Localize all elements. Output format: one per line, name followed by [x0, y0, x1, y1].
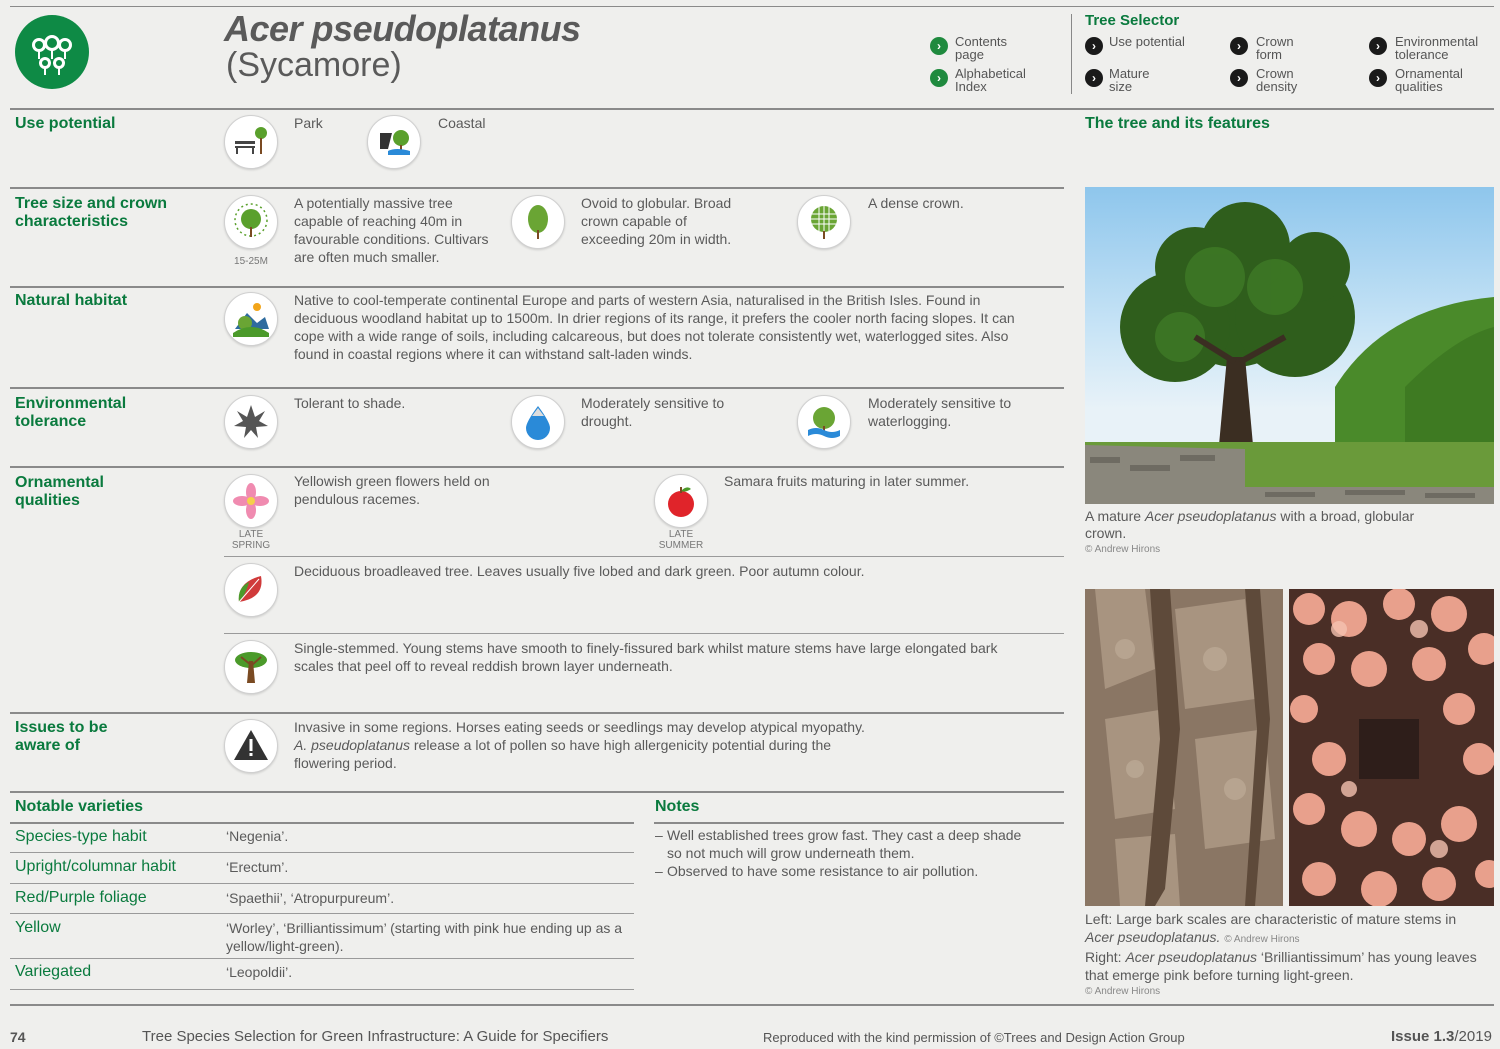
issue-number: Issue 1.3/2019: [1391, 1028, 1492, 1045]
coastal-icon: [367, 115, 421, 169]
permission-text: Reproduced with the kind permission of ©Trees and Design Action Group: [763, 1030, 1185, 1045]
section-rule: [10, 466, 1064, 468]
habitat-text: Native to cool-temperate continental Europe and parts of western Asia, naturalised in the British Isles. Found in deciduous woodland habitat up to 1500m. In drier regions of its range, it prefers the cooler north facing slopes. It can cope with a wide range of soils, including calcareous, but does not tolerate consistently wet, waterlogged sites. Also found in coastal regions where it can withstand salt-laden winds.: [294, 292, 1015, 362]
variety-divider: [10, 852, 634, 853]
guide-title: Tree Species Selection for Green Infrastructure: A Guide for Specifiers: [142, 1028, 609, 1045]
crown-density-link-icon[interactable]: ›: [1230, 69, 1248, 87]
crown-form-link-icon[interactable]: ›: [1230, 37, 1248, 55]
variety-label: Variegated: [15, 963, 92, 980]
leaves-text: Deciduous broadleaved tree. Leaves usually five lobed and dark green. Poor autumn colour.: [294, 563, 865, 579]
tree-size-heading: Tree size and crown characteristics: [15, 195, 168, 230]
logo-icon: [15, 15, 89, 89]
habitat-landscape-icon: [224, 292, 278, 346]
environmental-tolerance-link-icon[interactable]: ›: [1369, 37, 1387, 55]
photo-credit: © Andrew Hirons: [1085, 986, 1161, 997]
variety-value: ‘Erectum’.: [226, 859, 289, 875]
tree-size-icon: [224, 195, 278, 249]
use-coastal-label: Coastal: [438, 115, 486, 131]
sub-rule: [224, 633, 1064, 634]
crown-density-link[interactable]: Crown density: [1256, 66, 1298, 94]
varieties-rule: [10, 822, 634, 824]
issues-line-2-rest: release a lot of pollen so have high allergenicity potential during the: [409, 737, 832, 753]
top-rule: [10, 6, 1494, 7]
fruits-season: LATE SUMMER: [658, 529, 704, 551]
issues-line-2: [294, 736, 1034, 754]
bark-tree-icon: [224, 640, 278, 694]
variety-label: Red/Purple foliage: [15, 889, 147, 906]
ornamental-qualities-link[interactable]: Ornamental qualities: [1395, 66, 1463, 94]
bark-text: Single-stemmed. Young stems have smooth to finely-fissured bark whilst mature stems have large elongated bark scales that peel off to reveal reddish brown layer underneath.: [294, 640, 998, 674]
crown-density-text: A dense crown.: [868, 195, 964, 211]
flowers-text: Yellowish green flowers held on pendulous racemes.: [294, 473, 490, 507]
contents-page-link-icon[interactable]: ›: [930, 37, 948, 55]
issues-text: [294, 718, 1034, 772]
variety-value: ‘Spaethii’, ‘Atropurpureum’.: [226, 890, 395, 906]
pink-foliage-photo: [1289, 589, 1494, 906]
drought-text: Moderately sensitive to drought.: [581, 395, 725, 429]
variety-divider: [10, 958, 634, 959]
variety-divider: [10, 913, 634, 914]
notes-heading: Notes: [655, 798, 700, 815]
flowers-season: LATE SPRING: [231, 529, 271, 551]
tree-photo-caption: A mature Acer pseudoplatanus with a broad, globular crown.: [1085, 508, 1415, 541]
mature-size-link[interactable]: Mature size: [1109, 66, 1150, 94]
page-title: Acer pseudoplatanus: [224, 8, 581, 49]
warning-icon: [224, 719, 278, 773]
environment-heading: Environmental tolerance: [15, 395, 127, 430]
leaf-icon: [224, 563, 278, 617]
sub-rule: [224, 556, 1064, 557]
section-rule: [10, 712, 1064, 714]
issues-species-italic: A. pseudoplatanus: [294, 737, 410, 753]
waterlogging-text: Moderately sensitive to waterlogging.: [868, 395, 1012, 429]
fruit-icon: [654, 474, 708, 528]
alphabetical-index-link[interactable]: Alphabetical Index: [955, 66, 1026, 94]
habitat-heading: Natural habitat: [15, 292, 128, 309]
variety-divider: [10, 883, 634, 884]
varieties-heading: Notable varieties: [15, 798, 144, 815]
section-rule: [10, 187, 1064, 189]
notes-list: [655, 826, 1035, 880]
footer-rule: [10, 1004, 1494, 1006]
note-item: – Well established trees grow fast. They cast a deep shade so not much will grow underneath them.: [655, 827, 1022, 861]
section-rule: [10, 791, 1064, 793]
mature-size-link-icon[interactable]: ›: [1085, 69, 1103, 87]
foliage-photo-caption: Right: Acer pseudoplatanus ‘Brilliantissimum’ has young leaves that emerge pink before turning light-green.: [1085, 949, 1477, 983]
note-item: – Observed to have some resistance to air pollution.: [655, 863, 979, 879]
variety-divider: [10, 989, 634, 990]
header-divider: [1071, 14, 1072, 94]
use-potential-link-icon[interactable]: ›: [1085, 37, 1103, 55]
variety-label: Species-type habit: [15, 828, 147, 845]
variety-value: ‘Leopoldii’.: [226, 964, 293, 980]
environmental-tolerance-link[interactable]: Environmental tolerance: [1395, 34, 1479, 62]
contents-page-link[interactable]: Contents page: [955, 34, 1008, 62]
common-name: (Sycamore): [226, 46, 402, 84]
drought-icon: [511, 395, 565, 449]
section-rule: [10, 286, 1064, 288]
page-number: 74: [10, 1029, 26, 1045]
features-heading: The tree and its features: [1085, 115, 1270, 132]
size-caption: 15-25M: [234, 256, 268, 267]
waterlogging-icon: [797, 395, 851, 449]
variety-label: Yellow: [15, 919, 61, 936]
use-potential-heading: Use potential: [15, 115, 116, 132]
shade-text: Tolerant to shade.: [294, 395, 406, 411]
ornamental-heading: Ornamental qualities: [15, 474, 104, 509]
use-park-label: Park: [294, 115, 323, 131]
tree-selector-title: Tree Selector: [1085, 12, 1180, 29]
ornamental-qualities-link-icon[interactable]: ›: [1369, 69, 1387, 87]
crown-form-link[interactable]: Crown form: [1256, 34, 1294, 62]
ovoid-crown-icon: [511, 195, 565, 249]
bark-photo: [1085, 589, 1283, 906]
photo-credit: © Andrew Hirons: [1085, 544, 1161, 555]
use-potential-link[interactable]: Use potential: [1109, 34, 1185, 49]
park-bench-icon: [224, 115, 278, 169]
flower-icon: [224, 474, 278, 528]
dense-crown-icon: [797, 195, 851, 249]
tree-size-text: A potentially massive tree capable of reaching 40m in favourable conditions. Cultivars are often much smaller.: [294, 195, 489, 265]
variety-label: Upright/columnar habit: [15, 858, 176, 875]
variety-value: ‘Negenia’.: [226, 828, 289, 844]
header-rule: [10, 108, 1494, 110]
issues-line-3: flowering period.: [294, 755, 397, 771]
issues-heading: Issues to be aware of: [15, 719, 108, 754]
section-rule: [10, 387, 1064, 389]
variety-value: ‘Worley’, ‘Brilliantissimum’ (starting with pink hue ending up as a yellow/light-green).: [226, 920, 623, 954]
notes-rule: [654, 822, 1064, 824]
shade-icon: [224, 395, 278, 449]
mature-tree-photo: [1085, 187, 1494, 504]
crown-form-text: Ovoid to globular. Broad crown capable of exceeding 20m in width.: [581, 195, 732, 247]
issues-line-1: Invasive in some regions. Horses eating seeds or seedlings may develop atypical myopathy.: [294, 719, 865, 735]
bark-photo-caption: Left: Large bark scales are characteristic of mature stems in Acer pseudoplatanus. © Andrew Hirons: [1085, 911, 1457, 945]
fruits-text: Samara fruits maturing in later summer.: [724, 473, 970, 489]
alphabetical-index-link-icon[interactable]: ›: [930, 69, 948, 87]
